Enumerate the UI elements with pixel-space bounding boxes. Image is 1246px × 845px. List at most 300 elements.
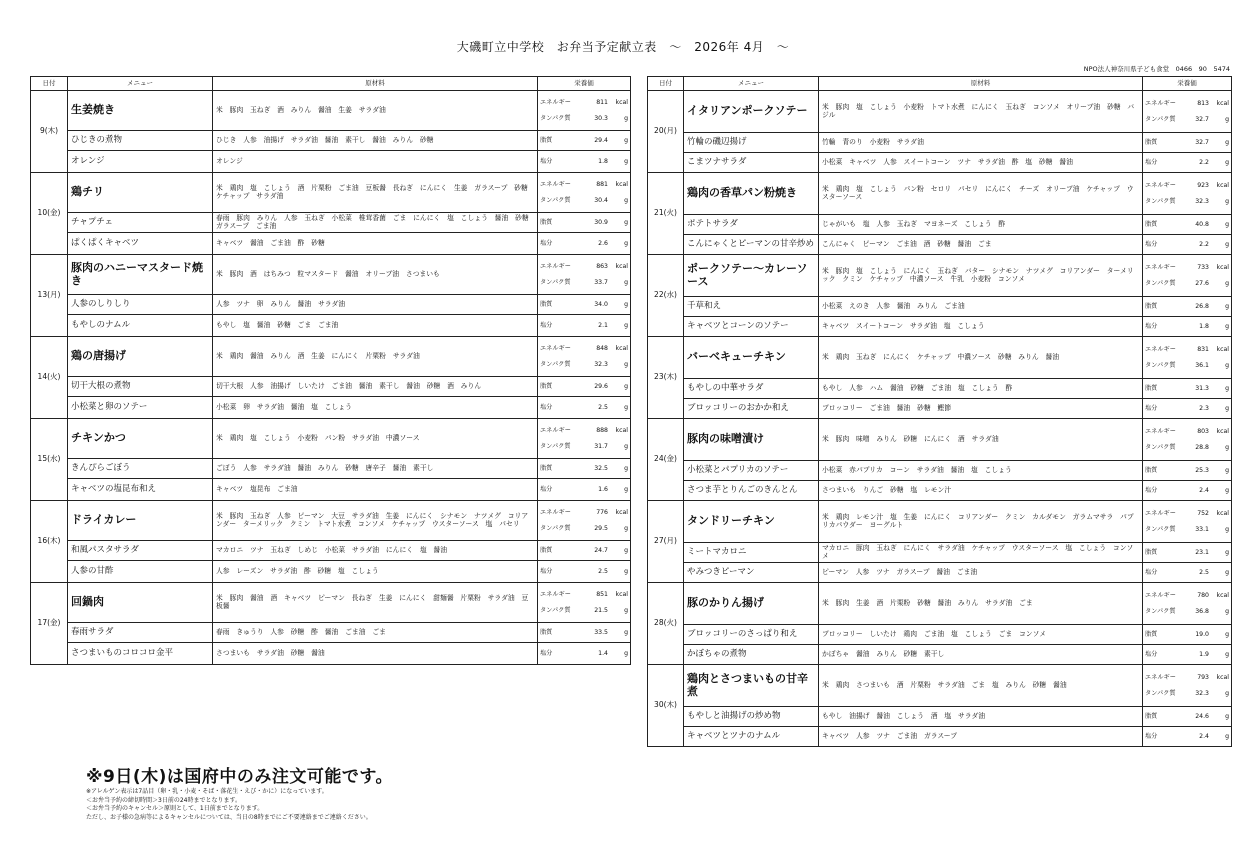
nutrition-label: タンパク質 [1145, 197, 1176, 205]
nutrition-salt [1145, 401, 1229, 417]
nutrition-fat [1145, 217, 1229, 233]
day-cell: 16(木) [31, 501, 68, 583]
nutrition-unit: g [1225, 568, 1229, 576]
nutrition-value: 29.5 [594, 524, 608, 532]
nutrition-label: 脂質 [1145, 384, 1158, 392]
table-row [31, 643, 631, 665]
ingredients-cell: 米 鶏肉 さつまいも 酒 片栗粉 サラダ油 ごま 塩 みりん 砂糖 醤油 [819, 665, 1143, 707]
nutrition-protein [1145, 522, 1229, 538]
nutrition-value: 2.2 [1199, 240, 1209, 248]
nutrition-unit: g [1225, 220, 1229, 228]
nutrition-protein [540, 603, 628, 619]
nutrition-unit: g [624, 360, 628, 368]
nutrition-label: エネルギー [540, 344, 571, 352]
table-row [31, 213, 631, 233]
ingredients-cell: マカロニ 豚肉 玉ねぎ にんにく サラダ油 ケチャップ ウスターソース 塩 こしょう コンソメ [819, 543, 1143, 563]
nutrition-unit: g [1225, 322, 1229, 330]
nutrition-cell [538, 479, 631, 501]
main-dish-name: タンドリーチキン [684, 501, 819, 543]
nutrition-value: 1.6 [598, 485, 608, 493]
nutrition-label: タンパク質 [1145, 115, 1176, 123]
nutrition-value: 811 [596, 98, 608, 106]
nutrition-label: 脂質 [1145, 712, 1158, 720]
nutrition-protein [540, 275, 628, 291]
table-row [648, 133, 1232, 153]
nutrition-fat [1145, 381, 1229, 397]
nutrition-value: 30.3 [594, 114, 608, 122]
table-row [648, 543, 1232, 563]
ingredients-cell: 米 豚肉 生姜 酒 片栗粉 砂糖 醤油 みりん サラダ油 ごま [819, 583, 1143, 625]
nutrition-value: 793 [1197, 673, 1209, 681]
nutrition-unit: kcal [1216, 345, 1229, 353]
ingredients-cell: さつまいも りんご 砂糖 塩 レモン汁 [819, 481, 1143, 501]
nutrition-value: 30.4 [594, 196, 608, 204]
ingredients-cell: 切干大根 人参 油揚げ しいたけ ごま油 醤油 素干し 醤油 砂糖 酒 みりん [213, 377, 538, 397]
side-dish-name: ミートマカロニ [684, 543, 819, 563]
table-row [648, 625, 1232, 645]
nutrition-unit: g [624, 403, 628, 411]
nutrition-protein [1145, 440, 1229, 456]
nutrition-salt [540, 154, 628, 170]
ingredients-cell: 米 鶏肉 塩 こしょう 小麦粉 パン粉 サラダ油 中濃ソース [213, 419, 538, 459]
nutrition-value: 31.7 [594, 442, 608, 450]
ingredients-cell: 米 豚肉 醤油 酒 キャベツ ピーマン 長ねぎ 生姜 にんにく 甜麺醤 片栗粉 サラダ油 豆板醤 [213, 583, 538, 623]
nutrition-value: 1.8 [598, 157, 608, 165]
ingredients-cell: 米 豚肉 玉ねぎ 人参 ピーマン 大豆 サラダ油 生姜 にんにく シナモン ナツメグ コリアンダー ターメリック クミン トマト水煮 コンソメ ケチャップ ウスターソース 塩 パセリ [213, 501, 538, 541]
nutrition-label: タンパク質 [1145, 443, 1176, 451]
table-row [31, 479, 631, 501]
nutrition-unit: g [1225, 732, 1229, 740]
side-dish-name: もやしの中華サラダ [684, 379, 819, 399]
col-header-nutrition: 栄養価 [1143, 77, 1232, 91]
side-dish-name: ポテトサラダ [684, 215, 819, 235]
side-dish-name: もやしのナムル [68, 315, 213, 337]
table-row [648, 153, 1232, 173]
nutrition-salt [540, 318, 628, 334]
nutrition-label: タンパク質 [540, 606, 571, 614]
ingredients-cell: 米 豚肉 玉ねぎ 酒 みりん 醤油 生姜 サラダ油 [213, 91, 538, 131]
nutrition-value: 32.3 [594, 360, 608, 368]
day-cell: 23(木) [648, 337, 684, 419]
side-dish-name: 小松菜と卵のソテー [68, 397, 213, 419]
main-dish-name: 鶏の唐揚げ [68, 337, 213, 377]
nutrition-label: 脂質 [540, 300, 553, 308]
nutrition-label: 脂質 [540, 218, 553, 226]
nutrition-unit: kcal [1216, 591, 1229, 599]
nutrition-value: 888 [596, 426, 608, 434]
nutrition-cell [538, 501, 631, 541]
side-dish-name: やみつきピーマン [684, 563, 819, 583]
nutrition-value: 2.5 [1199, 568, 1209, 576]
main-dish-name: 鶏肉の香草パン粉焼き [684, 173, 819, 215]
nutrition-cell [1143, 625, 1232, 645]
nutrition-value: 24.6 [1195, 712, 1209, 720]
nutrition-unit: g [624, 485, 628, 493]
nutrition-label: タンパク質 [540, 524, 571, 532]
nutrition-value: 33.1 [1195, 525, 1209, 533]
nutrition-unit: kcal [615, 262, 628, 270]
main-dish-name: チキンかつ [68, 419, 213, 459]
nutrition-salt [1145, 155, 1229, 171]
nutrition-label: 脂質 [1145, 138, 1158, 146]
side-dish-name: キャベツとコーンのソテー [684, 317, 819, 337]
day-cell: 24(金) [648, 419, 684, 501]
table-row [648, 173, 1232, 215]
nutrition-salt [540, 564, 628, 580]
day-cell: 27(月) [648, 501, 684, 583]
nutrition-value: 32.3 [1195, 689, 1209, 697]
main-dish-name: ドライカレー [68, 501, 213, 541]
ingredients-cell: 小松菜 えのき 人参 醤油 みりん ごま油 [819, 297, 1143, 317]
nutrition-value: 813 [1197, 99, 1209, 107]
nutrition-cell [538, 337, 631, 377]
side-dish-name: 竹輪の磯辺揚げ [684, 133, 819, 153]
nutrition-protein [1145, 686, 1229, 702]
nutrition-label: エネルギー [540, 98, 571, 106]
nutrition-value: 23.1 [1195, 548, 1209, 556]
ingredients-cell: 米 鶏肉 醤油 みりん 酒 生姜 にんにく 片栗粉 サラダ油 [213, 337, 538, 377]
table-row [31, 397, 631, 419]
nutrition-label: エネルギー [1145, 181, 1176, 189]
day-cell: 9(木) [31, 91, 68, 173]
nutrition-cell [1143, 583, 1232, 625]
nutrition-salt [1145, 483, 1229, 499]
nutrition-unit: g [1225, 384, 1229, 392]
nutrition-energy [540, 259, 628, 275]
table-row [31, 255, 631, 295]
nutrition-unit: kcal [615, 180, 628, 188]
nutrition-cell [1143, 91, 1232, 133]
side-dish-name: ブロッコリーのさっぱり和え [684, 625, 819, 645]
ingredients-cell: かぼちゃ 醤油 みりん 砂糖 素干し [819, 645, 1143, 665]
nutrition-fat [540, 215, 628, 231]
day-cell: 17(金) [31, 583, 68, 665]
nutrition-value: 1.4 [598, 649, 608, 657]
ingredients-cell: キャベツ 醤油 ごま油 酢 砂糖 [213, 233, 538, 255]
nutrition-value: 29.4 [594, 136, 608, 144]
ingredients-cell: 春雨 きゅうり 人参 砂糖 酢 醤油 ごま油 ごま [213, 623, 538, 643]
side-dish-name: ブロッコリーのおかか和え [684, 399, 819, 419]
ingredients-cell: 米 豚肉 塩 こしょう にんにく 玉ねぎ バター シナモン ナツメグ コリアンダー ターメリック クミン ケチャップ 中濃ソース 牛乳 小麦粉 コンソメ [819, 255, 1143, 297]
nutrition-salt [540, 236, 628, 252]
nutrition-fat [1145, 299, 1229, 315]
table-row [648, 337, 1232, 379]
nutrition-unit: kcal [615, 508, 628, 516]
nutrition-cell [1143, 543, 1232, 563]
table-row [648, 419, 1232, 461]
table-row [648, 235, 1232, 255]
nutrition-cell [1143, 337, 1232, 379]
nutrition-salt [540, 646, 628, 662]
menu-table-left [30, 76, 631, 665]
main-dish-name: 豚肉の味噌漬け [684, 419, 819, 461]
nutrition-unit: g [1225, 443, 1229, 451]
nutrition-unit: g [1225, 607, 1229, 615]
nutrition-label: 塩分 [1145, 158, 1158, 166]
ingredients-cell: マカロニ ツナ 玉ねぎ しめじ 小松菜 サラダ油 にんにく 塩 醤油 [213, 541, 538, 561]
ingredients-cell: こんにゃく ピーマン ごま油 酒 砂糖 醤油 ごま [819, 235, 1143, 255]
nutrition-value: 26.8 [1195, 302, 1209, 310]
nutrition-value: 21.5 [594, 606, 608, 614]
nutrition-unit: g [624, 136, 628, 144]
nutrition-cell [1143, 665, 1232, 707]
nutrition-fat [1145, 545, 1229, 561]
ingredients-cell: ひじき 人参 油揚げ サラダ油 醤油 素干し 醤油 みりん 砂糖 [213, 131, 538, 151]
nutrition-label: 塩分 [1145, 404, 1158, 412]
nutrition-label: エネルギー [540, 180, 571, 188]
table-row [648, 91, 1232, 133]
nutrition-salt [1145, 319, 1229, 335]
nutrition-cell [1143, 481, 1232, 501]
nutrition-cell [538, 91, 631, 131]
day-cell: 21(火) [648, 173, 684, 255]
footnote-line: ※アレルゲン表示は7品目（卵・乳・小麦・そば・落花生・えび・かに）になっています。 [86, 788, 328, 795]
nutrition-unit: g [624, 628, 628, 636]
day-cell: 28(火) [648, 583, 684, 665]
day-cell: 22(水) [648, 255, 684, 337]
table-row [648, 707, 1232, 727]
nutrition-value: 36.1 [1195, 361, 1209, 369]
ingredients-cell: ごぼう 人参 サラダ油 醤油 みりん 砂糖 唐辛子 醤油 素干し [213, 459, 538, 479]
nutrition-value: 29.6 [594, 382, 608, 390]
table-row [31, 583, 631, 623]
ingredients-cell: さつまいも サラダ油 砂糖 醤油 [213, 643, 538, 665]
nutrition-energy [1145, 96, 1229, 112]
nutrition-label: エネルギー [1145, 263, 1176, 271]
nutrition-value: 2.5 [598, 567, 608, 575]
nutrition-label: 脂質 [1145, 220, 1158, 228]
nutrition-cell [1143, 153, 1232, 173]
nutrition-unit: g [1225, 689, 1229, 697]
nutrition-cell [538, 315, 631, 337]
nutrition-label: 塩分 [1145, 650, 1158, 658]
nutrition-value: 2.1 [598, 321, 608, 329]
table-row [648, 501, 1232, 543]
nutrition-unit: g [1225, 197, 1229, 205]
nutrition-unit: g [1225, 138, 1229, 146]
nutrition-salt [1145, 647, 1229, 663]
nutrition-value: 1.8 [1199, 322, 1209, 330]
nutrition-value: 24.7 [594, 546, 608, 554]
nutrition-value: 752 [1197, 509, 1209, 517]
nutrition-value: 33.5 [594, 628, 608, 636]
nutrition-label: 脂質 [540, 136, 553, 144]
nutrition-label: 塩分 [540, 239, 553, 247]
nutrition-energy [540, 95, 628, 111]
nutrition-unit: kcal [1216, 673, 1229, 681]
table-row [31, 561, 631, 583]
nutrition-unit: g [624, 300, 628, 308]
ingredients-cell: 米 豚肉 酒 はちみつ 粒マスタード 醤油 オリーブ油 さつまいも [213, 255, 538, 295]
nutrition-cell [1143, 215, 1232, 235]
nutrition-energy [540, 341, 628, 357]
nutrition-value: 923 [1197, 181, 1209, 189]
nutrition-value: 863 [596, 262, 608, 270]
ingredients-cell: もやし 油揚げ 醤油 こしょう 酒 塩 サラダ油 [819, 707, 1143, 727]
nutrition-label: 脂質 [540, 382, 553, 390]
nutrition-label: 脂質 [540, 464, 553, 472]
nutrition-label: 塩分 [540, 157, 553, 165]
footnote-line: ＜お弁当予約のキャンセル＞原則として、1日前までとなります。 [86, 805, 264, 812]
nutrition-label: 脂質 [540, 546, 553, 554]
nutrition-cell [538, 623, 631, 643]
nutrition-label: 塩分 [1145, 322, 1158, 330]
main-dish-name: 豚肉のハニーマスタード焼き [68, 255, 213, 295]
nutrition-unit: g [1225, 630, 1229, 638]
nutrition-unit: g [624, 649, 628, 657]
nutrition-salt [540, 400, 628, 416]
nutrition-cell [1143, 419, 1232, 461]
nutrition-unit: g [1225, 279, 1229, 287]
side-dish-name: ぱくぱくキャベツ [68, 233, 213, 255]
side-dish-name: かぼちゃの煮物 [684, 645, 819, 665]
nutrition-unit: g [624, 157, 628, 165]
nutrition-energy [1145, 506, 1229, 522]
table-row [648, 461, 1232, 481]
nutrition-protein [540, 111, 628, 127]
nutrition-label: 塩分 [540, 403, 553, 411]
table-row [648, 481, 1232, 501]
menu-table-right [647, 76, 1232, 747]
nutrition-cell [538, 173, 631, 213]
main-dish-name: イタリアンポークソテー [684, 91, 819, 133]
nutrition-value: 2.5 [598, 403, 608, 411]
nutrition-value: 733 [1197, 263, 1209, 271]
nutrition-unit: kcal [1216, 509, 1229, 517]
table-row [31, 233, 631, 255]
nutrition-unit: kcal [615, 98, 628, 106]
nutrition-salt [540, 482, 628, 498]
nutrition-label: 塩分 [540, 567, 553, 575]
ingredients-cell: 米 豚肉 塩 こしょう 小麦粉 トマト水煮 にんにく 玉ねぎ コンソメ オリーブ油 砂糖 バジル [819, 91, 1143, 133]
footnotes [86, 788, 372, 822]
side-dish-name: ひじきの煮物 [68, 131, 213, 151]
nutrition-unit: kcal [615, 426, 628, 434]
side-dish-name: きんぴらごぼう [68, 459, 213, 479]
table-row [648, 727, 1232, 747]
nutrition-value: 33.7 [594, 278, 608, 286]
table-row [31, 131, 631, 151]
ingredients-cell: もやし 人参 ハム 醤油 砂糖 ごま油 塩 こしょう 酢 [819, 379, 1143, 399]
ingredients-cell: 小松菜 キャベツ 人参 スイートコーン ツナ サラダ油 酢 塩 砂糖 醤油 [819, 153, 1143, 173]
main-dish-name: 鶏肉とさつまいもの甘辛煮 [684, 665, 819, 707]
nutrition-fat [540, 543, 628, 559]
nutrition-unit: g [624, 546, 628, 554]
nutrition-salt [1145, 237, 1229, 253]
table-row [31, 173, 631, 213]
side-dish-name: 春雨サラダ [68, 623, 213, 643]
table-row [31, 151, 631, 173]
nutrition-label: タンパク質 [1145, 689, 1176, 697]
nutrition-protein [1145, 358, 1229, 374]
side-dish-name: 切干大根の煮物 [68, 377, 213, 397]
side-dish-name: 小松菜とパプリカのソテー [684, 461, 819, 481]
ingredients-cell: 米 豚肉 味噌 みりん 砂糖 にんにく 酒 サラダ油 [819, 419, 1143, 461]
nutrition-value: 32.5 [594, 464, 608, 472]
nutrition-unit: kcal [1216, 427, 1229, 435]
nutrition-unit: g [624, 196, 628, 204]
nutrition-unit: g [1225, 361, 1229, 369]
nutrition-label: タンパク質 [1145, 279, 1176, 287]
side-dish-name: チャプチェ [68, 213, 213, 233]
day-cell: 13(月) [31, 255, 68, 337]
ingredients-cell: 米 鶏肉 塩 こしょう パン粉 セロリ パセリ にんにく チーズ オリーブ油 ケチャップ ウスターソース [819, 173, 1143, 215]
nutrition-value: 881 [596, 180, 608, 188]
ingredients-cell: オレンジ [213, 151, 538, 173]
nutrition-cell [538, 583, 631, 623]
nutrition-label: 塩分 [1145, 240, 1158, 248]
nutrition-unit: g [1225, 650, 1229, 658]
table-row [31, 623, 631, 643]
side-dish-name: こまツナサラダ [684, 153, 819, 173]
nutrition-cell [538, 131, 631, 151]
nutrition-cell [1143, 563, 1232, 583]
nutrition-unit: g [624, 239, 628, 247]
side-dish-name: さつま芋とりんごのきんとん [684, 481, 819, 501]
nutrition-value: 40.8 [1195, 220, 1209, 228]
nutrition-cell [1143, 645, 1232, 665]
nutrition-label: 脂質 [1145, 548, 1158, 556]
table-header [648, 77, 1232, 91]
nutrition-value: 2.6 [598, 239, 608, 247]
nutrition-fat [540, 297, 628, 313]
footnote-line: ただし、お子様の急病等によるキャンセルについては、当日の8時までにご不要連絡までご連絡ください。 [86, 813, 372, 821]
nutrition-fat [1145, 709, 1229, 725]
side-dish-name: さつまいものコロコロ金平 [68, 643, 213, 665]
nutrition-unit: kcal [1216, 99, 1229, 107]
nutrition-cell [538, 397, 631, 419]
nutrition-unit: g [1225, 240, 1229, 248]
nutrition-energy [540, 423, 628, 439]
nutrition-protein [1145, 276, 1229, 292]
main-dish-name: ポークソテー～カレーソース [684, 255, 819, 297]
side-dish-name: 和風パスタサラダ [68, 541, 213, 561]
nutrition-value: 25.3 [1195, 466, 1209, 474]
nutrition-label: タンパク質 [540, 196, 571, 204]
ingredients-cell: 人参 ツナ 卵 みりん 醤油 サラダ油 [213, 295, 538, 315]
nutrition-value: 30.9 [594, 218, 608, 226]
nutrition-unit: g [624, 606, 628, 614]
nutrition-energy [1145, 670, 1229, 686]
table-row [648, 399, 1232, 419]
nutrition-energy [1145, 342, 1229, 358]
col-header-menu: メニュー [684, 77, 819, 91]
nutrition-cell [538, 255, 631, 295]
nutrition-value: 1.9 [1199, 650, 1209, 658]
table-row [31, 295, 631, 315]
nutrition-label: タンパク質 [540, 114, 571, 122]
nutrition-label: タンパク質 [540, 278, 571, 286]
nutrition-value: 36.8 [1195, 607, 1209, 615]
nutrition-cell [538, 643, 631, 665]
table-row [31, 337, 631, 377]
nutrition-label: エネルギー [540, 508, 571, 516]
nutrition-value: 2.3 [1199, 404, 1209, 412]
nutrition-unit: g [1225, 712, 1229, 720]
nutrition-cell [1143, 255, 1232, 297]
col-header-ingredients: 原材料 [819, 77, 1143, 91]
ingredients-cell: 春雨 豚肉 みりん 人参 玉ねぎ 小松菜 椎茸香菌 ごま にんにく 塩 こしょう 醤油 砂糖 ガラスープ ごま油 [213, 213, 538, 233]
table-row [31, 541, 631, 561]
nutrition-cell [538, 213, 631, 233]
side-dish-name: こんにゃくとピーマンの甘辛炒め [684, 235, 819, 255]
nutrition-value: 831 [1197, 345, 1209, 353]
main-dish-name: バーベキューチキン [684, 337, 819, 379]
nutrition-protein [540, 357, 628, 373]
nutrition-value: 2.4 [1199, 732, 1209, 740]
side-dish-name: 人参のしりしり [68, 295, 213, 315]
nutrition-energy [1145, 260, 1229, 276]
